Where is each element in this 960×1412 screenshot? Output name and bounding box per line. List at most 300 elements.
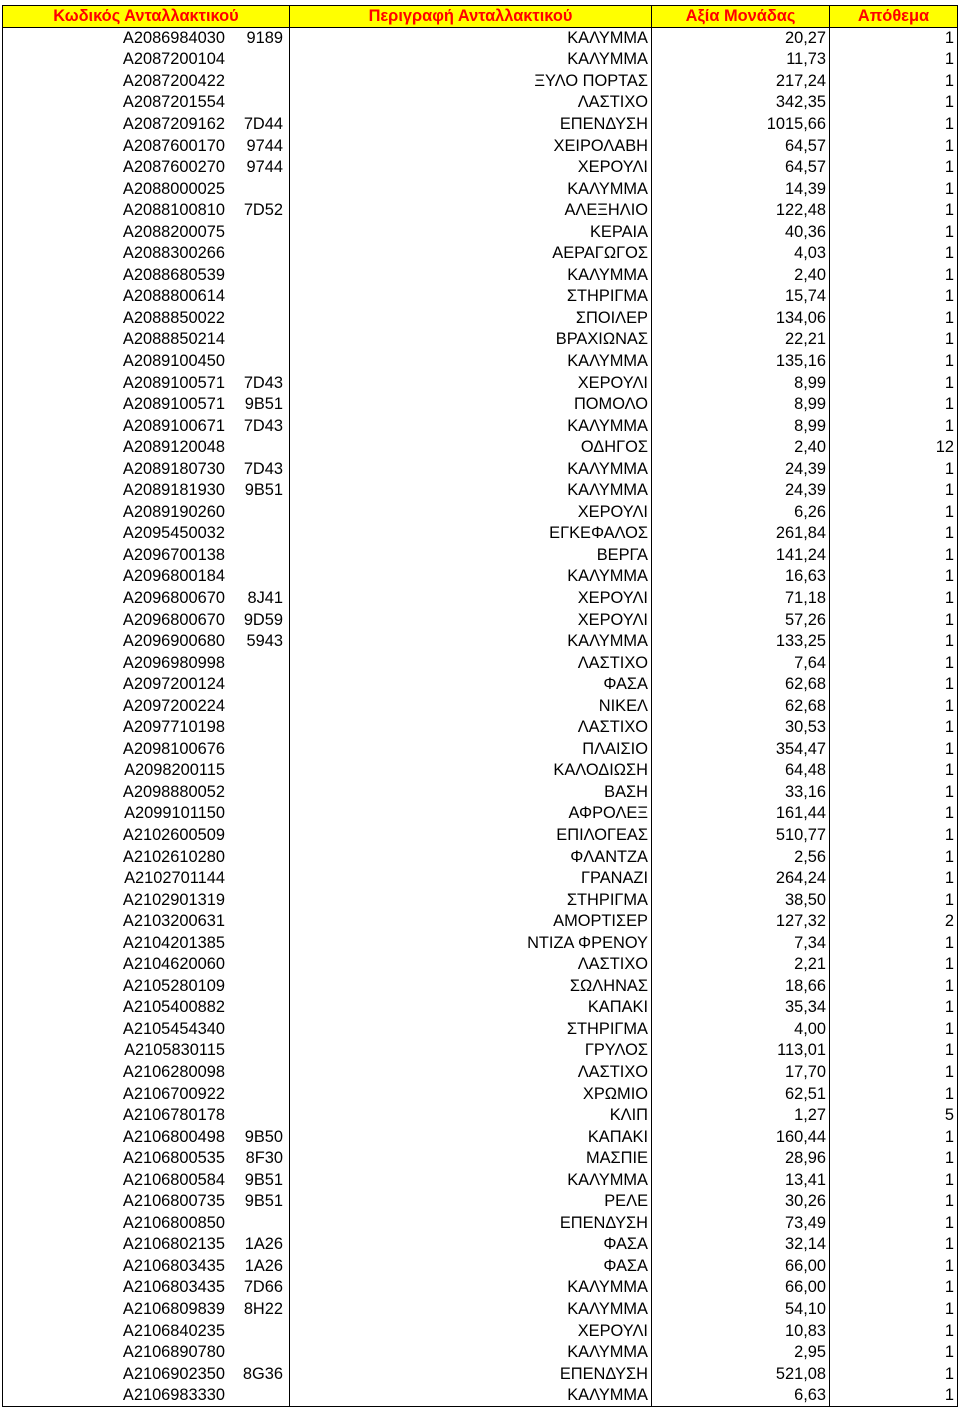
part-code-cell — [3, 1213, 290, 1235]
unit-price: 2,95 — [652, 1342, 830, 1364]
stock-quantity: 1 — [830, 760, 958, 782]
table-row — [3, 28, 958, 50]
part-description: ΑΛΕΞΗΛΙΟ — [290, 200, 652, 222]
part-number: A2097200224 — [122, 696, 225, 715]
stock-quantity: 1 — [830, 868, 958, 890]
unit-price: 2,40 — [652, 437, 830, 459]
part-number: A2096980998 — [122, 653, 225, 672]
stock-quantity: 1 — [830, 932, 958, 954]
unit-price: 18,66 — [652, 976, 830, 998]
part-description: ΣΤΗΡΙΓΜΑ — [290, 889, 652, 911]
part-description: ΝΙΚΕΛ — [290, 695, 652, 717]
part-description: ΝΤΙΖΑ ΦΡΕΝΟΥ — [290, 932, 652, 954]
stock-quantity: 1 — [830, 71, 958, 93]
table-row — [3, 351, 958, 373]
part-variant: 8G36 — [242, 1364, 283, 1383]
part-description: ΛΑΣΤΙΧΟ — [290, 652, 652, 674]
stock-quantity: 1 — [830, 609, 958, 631]
unit-price: 64,57 — [652, 135, 830, 157]
part-number: A2105454340 — [122, 1019, 225, 1038]
stock-quantity: 1 — [830, 200, 958, 222]
unit-price: 6,26 — [652, 502, 830, 524]
part-variant: 9B50 — [244, 1127, 283, 1146]
part-number: A2104620060 — [122, 955, 225, 974]
table-row — [3, 1320, 958, 1342]
part-description: ΚΑΛΥΜΜΑ — [290, 178, 652, 200]
table-row — [3, 1342, 958, 1364]
table-row — [3, 825, 958, 847]
part-description: ΚΑΛΥΜΜΑ — [290, 1385, 652, 1407]
stock-quantity: 1 — [830, 954, 958, 976]
stock-quantity: 1 — [830, 351, 958, 373]
unit-price: 1,27 — [652, 1105, 830, 1127]
table-row — [3, 221, 958, 243]
stock-quantity: 1 — [830, 803, 958, 825]
part-code-cell — [3, 1040, 290, 1062]
table-row — [3, 92, 958, 114]
stock-quantity: 1 — [830, 782, 958, 804]
part-code-cell — [3, 695, 290, 717]
part-number: A2089100571 — [122, 395, 225, 414]
part-number: A2088000025 — [122, 179, 225, 198]
part-code-cell — [3, 1126, 290, 1148]
unit-price: 30,26 — [652, 1191, 830, 1213]
table-row — [3, 415, 958, 437]
table-row — [3, 502, 958, 524]
stock-quantity: 1 — [830, 308, 958, 330]
part-variant: 7D43 — [243, 416, 283, 435]
part-description: ΟΔΗΓΟΣ — [290, 437, 652, 459]
part-variant: 8F30 — [245, 1149, 283, 1168]
part-code-cell — [3, 609, 290, 631]
table-row — [3, 329, 958, 351]
table-body — [3, 28, 958, 1407]
part-number: A2087209162 — [122, 114, 225, 133]
stock-quantity: 1 — [830, 739, 958, 761]
part-description: ΧΕΡΟΥΛΙ — [290, 1320, 652, 1342]
part-code-cell — [3, 846, 290, 868]
part-variant: 7D44 — [243, 114, 283, 133]
part-number: A2087201554 — [122, 93, 225, 112]
stock-quantity: 1 — [830, 1256, 958, 1278]
part-variant: 9744 — [246, 136, 283, 155]
part-number: A2088200075 — [122, 222, 225, 241]
part-description: ΚΑΛΥΜΜΑ — [290, 1299, 652, 1321]
part-number: A2106803435 — [122, 1278, 225, 1297]
part-description: ΧΕΡΟΥΛΙ — [290, 157, 652, 179]
part-number: A2089100571 — [122, 373, 225, 392]
part-description: ΓΡΑΝΑΖΙ — [290, 868, 652, 890]
part-variant: 8H22 — [243, 1300, 283, 1319]
unit-price: 33,16 — [652, 782, 830, 804]
stock-quantity: 1 — [830, 1148, 958, 1170]
table-row — [3, 458, 958, 480]
unit-price: 6,63 — [652, 1385, 830, 1407]
part-number: A2095450032 — [122, 524, 225, 543]
part-description: ΚΑΛΟΔΙΩΣΗ — [290, 760, 652, 782]
part-code-cell — [3, 782, 290, 804]
stock-quantity: 1 — [830, 652, 958, 674]
table-row — [3, 652, 958, 674]
part-code-cell — [3, 135, 290, 157]
part-description: ΕΠΕΝΔΥΣΗ — [290, 1213, 652, 1235]
part-variant: 9B51 — [244, 1170, 283, 1189]
table-row — [3, 674, 958, 696]
unit-price: 134,06 — [652, 308, 830, 330]
stock-quantity: 1 — [830, 1040, 958, 1062]
part-description: ΕΓΚΕΦΑΛΟΣ — [290, 523, 652, 545]
part-code-cell — [3, 889, 290, 911]
part-number: A2089180730 — [122, 459, 225, 478]
table-row — [3, 71, 958, 93]
unit-price: 7,34 — [652, 932, 830, 954]
part-description: ΧΕΡΟΥΛΙ — [290, 502, 652, 524]
part-description: ΦΑΣΑ — [290, 674, 652, 696]
table-row — [3, 1191, 958, 1213]
unit-price: 10,83 — [652, 1320, 830, 1342]
stock-quantity: 1 — [830, 717, 958, 739]
table-row — [3, 308, 958, 330]
part-code-cell — [3, 178, 290, 200]
part-code-cell — [3, 760, 290, 782]
table-row — [3, 437, 958, 459]
unit-price: 66,00 — [652, 1277, 830, 1299]
table-row — [3, 1019, 958, 1041]
part-number: A2088100810 — [122, 201, 225, 220]
unit-price: 73,49 — [652, 1213, 830, 1235]
part-description: ΚΑΛΥΜΜΑ — [290, 28, 652, 50]
part-description: ΑΜΟΡΤΙΣΕΡ — [290, 911, 652, 933]
unit-price: 17,70 — [652, 1062, 830, 1084]
part-code-cell — [3, 308, 290, 330]
stock-quantity: 1 — [830, 1342, 958, 1364]
stock-quantity: 1 — [830, 28, 958, 50]
table-row — [3, 49, 958, 71]
part-code-cell — [3, 286, 290, 308]
part-description: ΛΑΣΤΙΧΟ — [290, 717, 652, 739]
stock-quantity: 1 — [830, 243, 958, 265]
part-description: ΧΕΡΟΥΛΙ — [290, 372, 652, 394]
part-code-cell — [3, 1363, 290, 1385]
unit-price: 8,99 — [652, 394, 830, 416]
part-description: ΛΑΣΤΙΧΟ — [290, 1062, 652, 1084]
table-row — [3, 782, 958, 804]
part-description: ΚΑΛΥΜΜΑ — [290, 1342, 652, 1364]
table-row — [3, 631, 958, 653]
stock-quantity: 1 — [830, 523, 958, 545]
table-row — [3, 1105, 958, 1127]
stock-quantity: 1 — [830, 394, 958, 416]
stock-quantity: 1 — [830, 1277, 958, 1299]
part-description: ΛΑΣΤΙΧΟ — [290, 92, 652, 114]
part-description: ΕΠΕΝΔΥΣΗ — [290, 1363, 652, 1385]
unit-price: 521,08 — [652, 1363, 830, 1385]
part-number: A2097710198 — [122, 718, 225, 737]
part-description: ΑΕΡΑΓΩΓΟΣ — [290, 243, 652, 265]
table-row — [3, 868, 958, 890]
part-code-cell — [3, 28, 290, 50]
parts-table — [2, 5, 958, 1407]
part-description: ΞΥΛΟ ΠΟΡΤΑΣ — [290, 71, 652, 93]
part-description: ΕΠΕΝΔΥΣΗ — [290, 114, 652, 136]
part-code-cell — [3, 480, 290, 502]
part-code-cell — [3, 351, 290, 373]
part-number: A2087200104 — [122, 50, 225, 69]
stock-quantity: 1 — [830, 588, 958, 610]
part-code-cell — [3, 932, 290, 954]
table-header — [3, 6, 958, 28]
part-description: ΚΑΛΥΜΜΑ — [290, 458, 652, 480]
table-row — [3, 545, 958, 567]
part-code-cell — [3, 437, 290, 459]
table-row — [3, 1040, 958, 1062]
part-number: A2106802135 — [122, 1235, 225, 1254]
unit-price: 35,34 — [652, 997, 830, 1019]
part-number: A2088850214 — [122, 330, 225, 349]
part-number: A2096800184 — [122, 567, 225, 586]
part-number: A2088680539 — [122, 265, 225, 284]
stock-quantity: 2 — [830, 911, 958, 933]
stock-quantity: 1 — [830, 1191, 958, 1213]
unit-price: 14,39 — [652, 178, 830, 200]
part-description: ΚΑΛΥΜΜΑ — [290, 566, 652, 588]
table-row — [3, 717, 958, 739]
part-description: ΓΡΥΛΟΣ — [290, 1040, 652, 1062]
part-variant: 5943 — [246, 632, 283, 651]
part-code-cell — [3, 71, 290, 93]
stock-quantity: 1 — [830, 329, 958, 351]
header-row — [3, 6, 958, 28]
part-code-cell — [3, 588, 290, 610]
part-description: ΠΟΜΟΛΟ — [290, 394, 652, 416]
unit-price: 161,44 — [652, 803, 830, 825]
table-row — [3, 1277, 958, 1299]
unit-price: 62,51 — [652, 1083, 830, 1105]
part-code-cell — [3, 1191, 290, 1213]
stock-quantity: 1 — [830, 178, 958, 200]
table-row — [3, 803, 958, 825]
part-code-cell — [3, 1062, 290, 1084]
stock-quantity: 1 — [830, 1385, 958, 1407]
part-code-cell — [3, 1019, 290, 1041]
part-variant: 7D43 — [243, 459, 283, 478]
table-row — [3, 394, 958, 416]
part-variant: 9B51 — [244, 395, 283, 414]
part-code-cell — [3, 674, 290, 696]
stock-quantity: 12 — [830, 437, 958, 459]
part-number: A2105400882 — [122, 998, 225, 1017]
part-description: ΧΕΡΟΥΛΙ — [290, 609, 652, 631]
unit-price: 135,16 — [652, 351, 830, 373]
stock-quantity: 1 — [830, 135, 958, 157]
part-number: A2106809839 — [122, 1300, 225, 1319]
table-row — [3, 243, 958, 265]
unit-price: 4,00 — [652, 1019, 830, 1041]
unit-price: 40,36 — [652, 221, 830, 243]
table-row — [3, 1363, 958, 1385]
part-description: ΑΦΡΟΛΕΞ — [290, 803, 652, 825]
part-code-cell — [3, 631, 290, 653]
table-row — [3, 480, 958, 502]
table-row — [3, 739, 958, 761]
table-row — [3, 609, 958, 631]
stock-quantity: 1 — [830, 1234, 958, 1256]
unit-price: 16,63 — [652, 566, 830, 588]
unit-price: 4,03 — [652, 243, 830, 265]
stock-quantity: 1 — [830, 1213, 958, 1235]
unit-price: 7,64 — [652, 652, 830, 674]
stock-quantity: 5 — [830, 1105, 958, 1127]
unit-price: 62,68 — [652, 674, 830, 696]
part-number: A2089120048 — [122, 438, 225, 457]
part-code-cell — [3, 1342, 290, 1364]
part-description: ΒΕΡΓΑ — [290, 545, 652, 567]
unit-price: 113,01 — [652, 1040, 830, 1062]
table-row — [3, 695, 958, 717]
table-row — [3, 265, 958, 287]
stock-quantity: 1 — [830, 976, 958, 998]
unit-price: 8,99 — [652, 372, 830, 394]
part-number: A2099101150 — [124, 804, 225, 823]
unit-price: 1015,66 — [652, 114, 830, 136]
part-variant: 9B51 — [244, 481, 283, 500]
part-number: A2102701144 — [124, 869, 225, 888]
part-description: ΚΑΛΥΜΜΑ — [290, 631, 652, 653]
header-code: Κωδικός Ανταλλακτικού — [3, 6, 290, 28]
part-code-cell — [3, 1148, 290, 1170]
part-number: A2102610280 — [122, 847, 225, 866]
part-variant: 7D52 — [243, 201, 283, 220]
part-description: ΣΩΛΗΝΑΣ — [290, 976, 652, 998]
part-variant: 1A26 — [244, 1256, 283, 1275]
unit-price: 22,21 — [652, 329, 830, 351]
part-code-cell — [3, 652, 290, 674]
part-number: A2096700138 — [122, 545, 225, 564]
part-description: ΒΑΣΗ — [290, 782, 652, 804]
part-code-cell — [3, 717, 290, 739]
part-number: A2106280098 — [122, 1063, 225, 1082]
unit-price: 133,25 — [652, 631, 830, 653]
part-code-cell — [3, 415, 290, 437]
stock-quantity: 1 — [830, 502, 958, 524]
stock-quantity: 1 — [830, 92, 958, 114]
part-description: ΦΑΣΑ — [290, 1234, 652, 1256]
unit-price: 342,35 — [652, 92, 830, 114]
part-description: ΚΑΛΥΜΜΑ — [290, 351, 652, 373]
part-description: ΡΕΛΕ — [290, 1191, 652, 1213]
stock-quantity: 1 — [830, 1019, 958, 1041]
part-variant: 7D66 — [243, 1278, 283, 1297]
part-description: ΧΡΩΜΙΟ — [290, 1083, 652, 1105]
part-code-cell — [3, 739, 290, 761]
stock-quantity: 1 — [830, 1062, 958, 1084]
unit-price: 13,41 — [652, 1169, 830, 1191]
part-code-cell — [3, 92, 290, 114]
table-row — [3, 997, 958, 1019]
part-number: A2096800670 — [122, 588, 225, 607]
part-number: A2106700922 — [122, 1084, 225, 1103]
table-row — [3, 911, 958, 933]
stock-quantity: 1 — [830, 997, 958, 1019]
part-code-cell — [3, 1277, 290, 1299]
part-code-cell — [3, 394, 290, 416]
part-description: ΣΤΗΡΙΓΜΑ — [290, 286, 652, 308]
table-row — [3, 135, 958, 157]
stock-quantity: 1 — [830, 825, 958, 847]
part-number: A2096900680 — [122, 632, 225, 651]
part-number: A2106840235 — [122, 1321, 225, 1340]
part-description: ΜΑΣΠΙΕ — [290, 1148, 652, 1170]
table-row — [3, 1385, 958, 1407]
part-number: A2105280109 — [122, 976, 225, 995]
part-number: A2106803435 — [122, 1256, 225, 1275]
table-row — [3, 114, 958, 136]
table-row — [3, 1169, 958, 1191]
unit-price: 66,00 — [652, 1256, 830, 1278]
part-code-cell — [3, 265, 290, 287]
table-row — [3, 157, 958, 179]
part-code-cell — [3, 1256, 290, 1278]
table-row — [3, 178, 958, 200]
part-variant: 9744 — [246, 158, 283, 177]
stock-quantity: 1 — [830, 1363, 958, 1385]
stock-quantity: 1 — [830, 695, 958, 717]
part-number: A2089190260 — [122, 502, 225, 521]
unit-price: 264,24 — [652, 868, 830, 890]
stock-quantity: 1 — [830, 889, 958, 911]
part-code-cell — [3, 1234, 290, 1256]
unit-price: 30,53 — [652, 717, 830, 739]
table-row — [3, 1062, 958, 1084]
unit-price: 2,21 — [652, 954, 830, 976]
part-variant: 9189 — [246, 29, 283, 48]
unit-price: 57,26 — [652, 609, 830, 631]
stock-quantity: 1 — [830, 415, 958, 437]
part-number: A2089181930 — [122, 481, 225, 500]
part-number: A2086984030 — [122, 29, 225, 48]
table-row — [3, 846, 958, 868]
stock-quantity: 1 — [830, 157, 958, 179]
part-number: A2102901319 — [122, 890, 225, 909]
part-code-cell — [3, 566, 290, 588]
table-row — [3, 588, 958, 610]
unit-price: 24,39 — [652, 480, 830, 502]
part-description: ΧΕΡΟΥΛΙ — [290, 588, 652, 610]
stock-quantity: 1 — [830, 265, 958, 287]
part-code-cell — [3, 329, 290, 351]
unit-price: 28,96 — [652, 1148, 830, 1170]
part-description: ΚΑΛΥΜΜΑ — [290, 265, 652, 287]
table-row — [3, 566, 958, 588]
part-code-cell — [3, 523, 290, 545]
unit-price: 24,39 — [652, 458, 830, 480]
part-number: A2089100450 — [122, 351, 225, 370]
part-description: ΚΑΠΑΚΙ — [290, 1126, 652, 1148]
stock-quantity: 1 — [830, 480, 958, 502]
part-code-cell — [3, 868, 290, 890]
stock-quantity: 1 — [830, 286, 958, 308]
part-description: ΚΑΛΥΜΜΑ — [290, 49, 652, 71]
part-description: ΠΛΑΙΣΙΟ — [290, 739, 652, 761]
unit-price: 141,24 — [652, 545, 830, 567]
part-description: ΚΑΛΥΜΜΑ — [290, 480, 652, 502]
part-number: A2096800670 — [122, 610, 225, 629]
stock-quantity: 1 — [830, 1169, 958, 1191]
table-row — [3, 523, 958, 545]
part-description: ΚΑΠΑΚΙ — [290, 997, 652, 1019]
part-variant: 1A26 — [244, 1235, 283, 1254]
part-number: A2106983330 — [122, 1385, 225, 1404]
